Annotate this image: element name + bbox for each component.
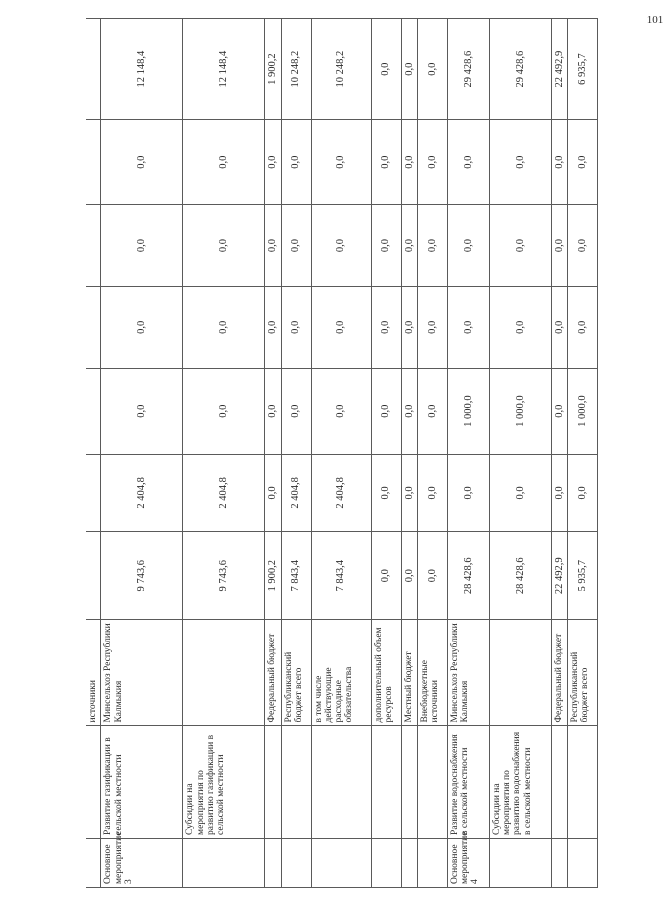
table-row — [311, 19, 371, 888]
value-cell: 12 148,4 — [101, 19, 183, 120]
value-cell: 0,0 — [371, 532, 401, 620]
value-cell — [86, 532, 101, 620]
value-cell: 0,0 — [183, 205, 265, 287]
value-cell: 0,0 — [101, 286, 183, 368]
source-cell: Федеральный бюджет — [265, 620, 281, 726]
value-cell: 0,0 — [371, 368, 401, 454]
table-row — [489, 19, 551, 888]
value-cell: 0,0 — [417, 454, 447, 532]
value-cell: 0,0 — [551, 454, 567, 532]
value-cell: 0,0 — [101, 120, 183, 205]
event-cell — [183, 838, 265, 887]
source-cell: Федеральный бюджет — [551, 620, 567, 726]
value-cell: 1 900,2 — [265, 532, 281, 620]
description-cell — [551, 726, 567, 838]
source-cell: источники — [86, 620, 101, 726]
description-cell — [371, 726, 401, 838]
value-cell: 6 935,7 — [568, 19, 598, 120]
value-cell: 0,0 — [265, 286, 281, 368]
source-cell: Внебюджетные источники — [417, 620, 447, 726]
event-cell — [86, 838, 101, 887]
value-cell: 2 404,8 — [281, 454, 311, 532]
value-cell: 0,0 — [371, 286, 401, 368]
value-cell: 28 428,6 — [447, 532, 489, 620]
value-cell: 0,0 — [371, 19, 401, 120]
value-cell — [86, 120, 101, 205]
description-cell — [311, 726, 371, 838]
value-cell: 10 248,2 — [311, 19, 371, 120]
event-cell — [417, 838, 447, 887]
value-cell: 0,0 — [401, 286, 417, 368]
value-cell — [86, 368, 101, 454]
value-cell: 0,0 — [311, 205, 371, 287]
description-cell: Развитие водоснабжения в сельской местности — [447, 726, 489, 838]
table-row — [447, 19, 489, 888]
value-cell: 0,0 — [401, 368, 417, 454]
value-cell: 12 148,4 — [183, 19, 265, 120]
value-cell — [86, 286, 101, 368]
value-cell: 0,0 — [551, 205, 567, 287]
description-cell: Развитие газификации в сельской местности — [101, 726, 183, 838]
value-cell: 0,0 — [489, 286, 551, 368]
source-cell: в том числе действующие расходные обязательства — [311, 620, 371, 726]
value-cell: 0,0 — [265, 454, 281, 532]
value-cell: 0,0 — [401, 532, 417, 620]
description-cell: Субсидии на мероприятия по развитию водоснабжения в сельской местности — [489, 726, 551, 838]
event-cell — [401, 838, 417, 887]
event-cell: Основное мероприятие 3 — [101, 838, 183, 887]
source-cell — [183, 620, 265, 726]
event-cell — [265, 838, 281, 887]
table-row — [281, 19, 311, 888]
table-row — [551, 19, 567, 888]
value-cell: 0,0 — [417, 368, 447, 454]
value-cell: 0,0 — [551, 368, 567, 454]
value-cell: 0,0 — [265, 120, 281, 205]
description-cell — [401, 726, 417, 838]
description-cell — [86, 726, 101, 838]
table-row — [265, 19, 281, 888]
value-cell: 1 000,0 — [447, 368, 489, 454]
value-cell: 0,0 — [401, 120, 417, 205]
value-cell: 0,0 — [551, 286, 567, 368]
value-cell: 2 404,8 — [101, 454, 183, 532]
table-row — [183, 19, 265, 888]
event-cell — [311, 838, 371, 887]
value-cell: 0,0 — [489, 120, 551, 205]
source-cell: Минсельхоз Республики Калмыкия — [447, 620, 489, 726]
value-cell: 0,0 — [447, 205, 489, 287]
event-cell — [371, 838, 401, 887]
table-row — [371, 19, 401, 888]
value-cell: 0,0 — [101, 205, 183, 287]
event-cell — [551, 838, 567, 887]
value-cell: 0,0 — [371, 120, 401, 205]
value-cell: 0,0 — [417, 532, 447, 620]
value-cell: 0,0 — [447, 454, 489, 532]
table-row — [568, 19, 598, 888]
table-row — [101, 19, 183, 888]
page-number: 101 — [646, 14, 664, 26]
value-cell: 0,0 — [371, 205, 401, 287]
value-cell: 0,0 — [568, 120, 598, 205]
value-cell: 0,0 — [281, 368, 311, 454]
value-cell: 5 935,7 — [568, 532, 598, 620]
value-cell: 7 843,4 — [311, 532, 371, 620]
value-cell: 28 428,6 — [489, 532, 551, 620]
table-row — [417, 19, 447, 888]
value-cell: 0,0 — [417, 120, 447, 205]
value-cell — [86, 454, 101, 532]
table-row — [86, 19, 101, 888]
event-cell — [489, 838, 551, 887]
value-cell: 0,0 — [101, 368, 183, 454]
value-cell: 0,0 — [447, 286, 489, 368]
value-cell — [86, 19, 101, 120]
description-cell — [265, 726, 281, 838]
value-cell: 22 492,9 — [551, 532, 567, 620]
value-cell: 0,0 — [401, 19, 417, 120]
value-cell: 9 743,6 — [101, 532, 183, 620]
value-cell: 0,0 — [489, 205, 551, 287]
event-cell: Основное мероприятие 4 — [447, 838, 489, 887]
value-cell: 0,0 — [311, 286, 371, 368]
value-cell — [86, 205, 101, 287]
value-cell: 0,0 — [183, 368, 265, 454]
value-cell: 0,0 — [265, 368, 281, 454]
description-cell — [568, 726, 598, 838]
value-cell: 0,0 — [281, 205, 311, 287]
value-cell: 1 900,2 — [265, 19, 281, 120]
value-cell: 10 248,2 — [281, 19, 311, 120]
value-cell: 0,0 — [281, 120, 311, 205]
value-cell: 1 000,0 — [489, 368, 551, 454]
value-cell: 2 404,8 — [183, 454, 265, 532]
source-cell: Республиканский бюджет всего — [568, 620, 598, 726]
value-cell: 0,0 — [311, 120, 371, 205]
source-cell — [489, 620, 551, 726]
value-cell: 0,0 — [551, 120, 567, 205]
value-cell: 0,0 — [183, 120, 265, 205]
value-cell: 7 843,4 — [281, 532, 311, 620]
event-cell — [568, 838, 598, 887]
value-cell: 29 428,6 — [447, 19, 489, 120]
source-cell: Местный бюджет — [401, 620, 417, 726]
value-cell: 0,0 — [447, 120, 489, 205]
description-cell — [281, 726, 311, 838]
value-cell: 0,0 — [489, 454, 551, 532]
value-cell: 9 743,6 — [183, 532, 265, 620]
description-cell: Субсидии на мероприятия по развитию газификации в сельской местности — [183, 726, 265, 838]
value-cell: 0,0 — [568, 205, 598, 287]
value-cell: 0,0 — [417, 286, 447, 368]
value-cell: 0,0 — [281, 286, 311, 368]
source-cell: дополнительный объем ресурсов — [371, 620, 401, 726]
value-cell: 0,0 — [311, 368, 371, 454]
value-cell: 0,0 — [401, 454, 417, 532]
value-cell: 0,0 — [568, 454, 598, 532]
source-cell: Республиканский бюджет всего — [281, 620, 311, 726]
table-row — [401, 19, 417, 888]
value-cell: 0,0 — [417, 19, 447, 120]
event-cell — [281, 838, 311, 887]
value-cell: 22 492,9 — [551, 19, 567, 120]
value-cell: 0,0 — [371, 454, 401, 532]
value-cell: 0,0 — [401, 205, 417, 287]
value-cell: 0,0 — [568, 286, 598, 368]
value-cell: 29 428,6 — [489, 19, 551, 120]
value-cell: 2 404,8 — [311, 454, 371, 532]
value-cell: 1 000,0 — [568, 368, 598, 454]
source-cell: Минсельхоз Республики Калмыкия — [101, 620, 183, 726]
budget-table — [86, 18, 598, 888]
value-cell: 0,0 — [183, 286, 265, 368]
value-cell: 0,0 — [265, 205, 281, 287]
description-cell — [417, 726, 447, 838]
value-cell: 0,0 — [417, 205, 447, 287]
